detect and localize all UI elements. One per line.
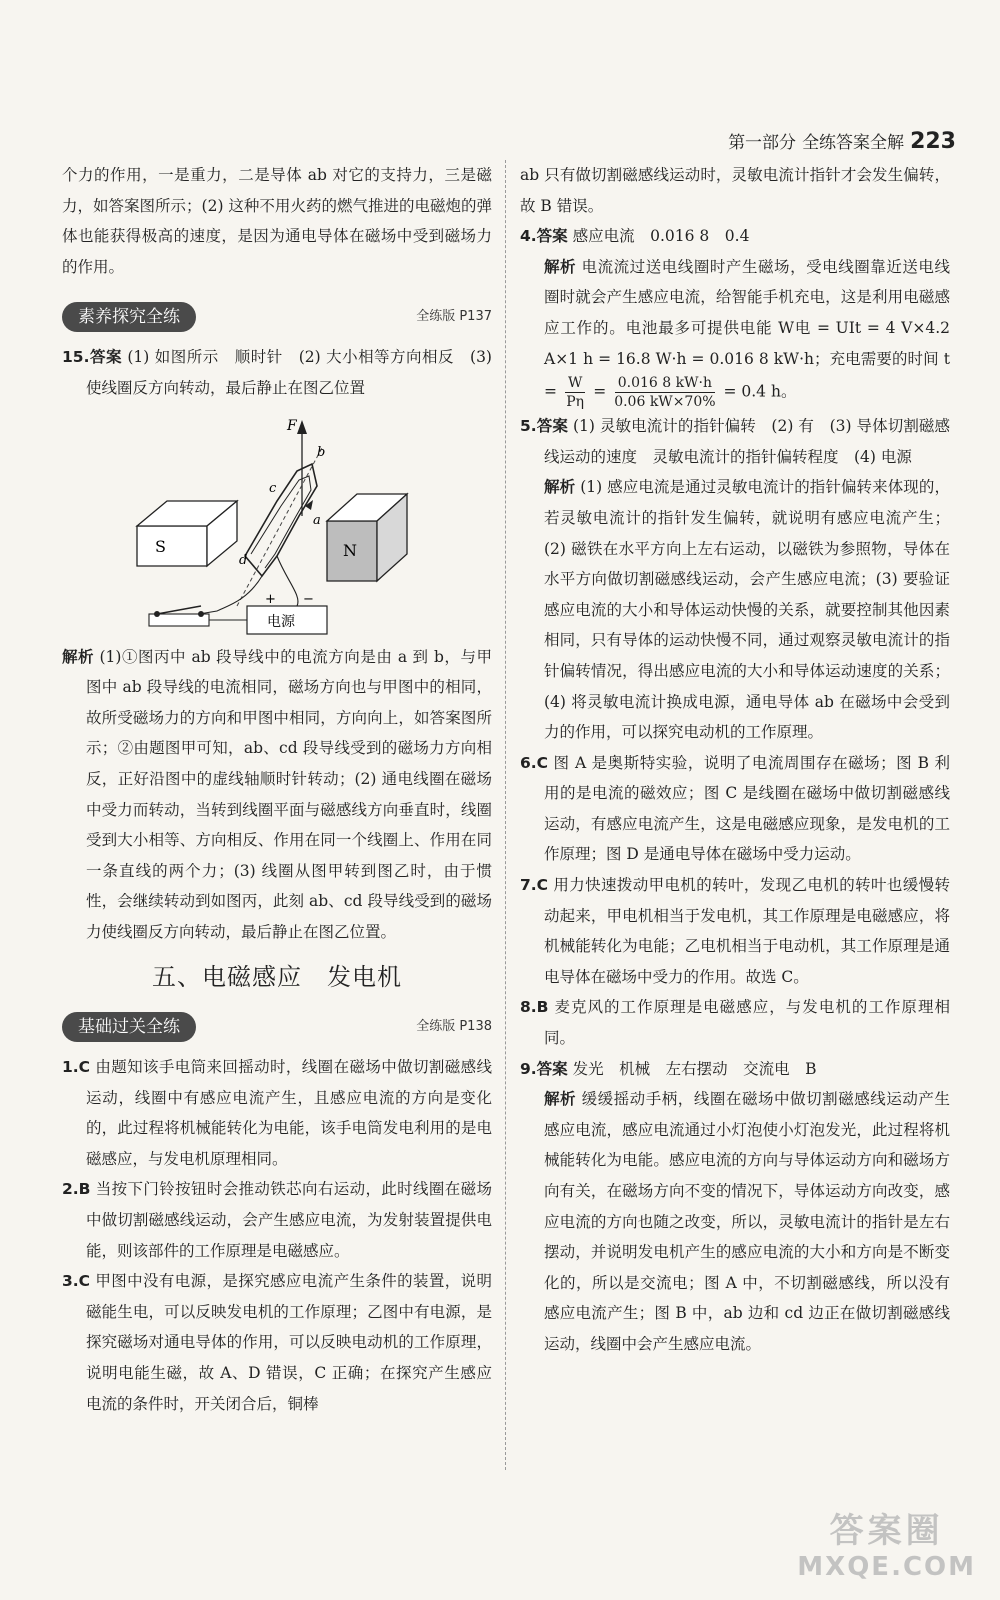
q5-answer: [520, 411, 950, 472]
q7-number: 7.C: [520, 876, 549, 895]
coil-motor-figure: [62, 406, 492, 638]
q4-explanation-text: 电流流过送电线圈时产生磁场，受电线圈靠近送电线圈时就会产生感应电流，给智能手机充电，这是利用电磁感应工作的。电池最多可提供电能 W电 = UIt = 4 V×4.2 A×1 h = 16.8 W·h = 0.016 8 kW·h；充电需要的时间 t =: [544, 257, 950, 401]
label-f: F: [287, 417, 297, 434]
label-c: c: [269, 480, 277, 496]
section-banner-basic: [62, 1010, 492, 1044]
q8-answer: [520, 992, 950, 1053]
section-page-ref: 全练版 P138: [416, 1018, 492, 1034]
q5-explanation-label: 解析: [544, 478, 576, 497]
q6-text: 图 A 是奥斯特实验，说明了电流周围存在磁场；图 B 利用的是电流的磁效应；图 C 是线圈在磁场中做切割磁感线运动，有感应电流产生，这是电磁感应现象，是发电机的工作原理；图 D 是通电导体在磁场中受力运动。: [544, 753, 951, 864]
q15-explanation: [62, 642, 492, 948]
q5-explanation: [520, 472, 950, 747]
rotation-axis: [237, 444, 326, 606]
q4-number: 4.答案: [520, 227, 568, 246]
power-source: [247, 592, 327, 634]
label-d: d: [239, 552, 248, 568]
chapter-title: 五、电磁感应 发电机: [152, 962, 402, 991]
q9-explanation: [520, 1084, 950, 1359]
q9-explanation-label: 解析: [544, 1090, 577, 1109]
coil-outline: [245, 464, 317, 576]
q5-explanation-text: (1) 感应电流是通过灵敏电流计的指针偏转来体现的，若灵敏电流计的指针发生偏转，就说明有感应电流产生；(2) 磁铁在水平方向上左右运动，以磁铁为参照物，导体在水平方向做切割磁感线运动，会产生感应电流；(3) 要验证感应电流的大小和导体运动快慢的关系，就要控制其他因素相同，只有导体的运动快慢不同，通过观察灵敏电流计的指针偏转情况，得出感应电流的大小和导体运动速度的关系；(4) 将灵敏电流计换成电源，通电导体 ab 在磁场中会受到力的作用，可以探究电动机的工作原理。: [544, 478, 950, 742]
q9-explanation-text: 缓缓摇动手柄，线圈在磁场中做切割磁感线运动产生感应电流，感应电流通过小灯泡使小灯泡发光，此过程将机械能转化为电能。感应电流的方向与导体运动方向和磁场方向有关，在磁场方向不变的情况下，导体运动方向改变，感应电流的方向也随之改变，所以，灵敏电流计的指针是左右摆动，并说明发电机产生的感应电流的大小和方向是不断变化的，所以是交流电；图 A 中，不切割磁感线，所以没有感应电流产生；图 B 中，ab 边和 cd 边正在做切割磁感线运动，线圈中会产生感应电流。: [544, 1090, 950, 1353]
label-a: a: [313, 512, 321, 528]
label-minus: −: [303, 591, 314, 607]
fraction-w-over-p: $\frac{W}{P\eta}$: [566, 375, 585, 411]
q7-text: 用力快速拨动甲电机的转叶，发现乙电机的转叶也缓慢转动起来，甲电机相当于发电机，其工作原理是电磁感应，将机械能转化为电能；乙电机相当于电动机，其工作原理是通电导体在磁场中受力的作用。故选 C。: [544, 876, 950, 986]
q15-answer-text: (1) 如图所示 顺时针 (2) 大小相等方向相反 (3) 使线圈反方向转动，最后静止在图乙位置: [86, 348, 492, 397]
q7-answer: [520, 870, 950, 992]
q8-number: 8.B: [520, 998, 549, 1017]
page-number: 223: [910, 129, 956, 154]
q4-answer-text: 感应电流 0.016 8 0.4: [572, 227, 750, 246]
n-magnet: [327, 494, 407, 581]
section-banner-literacy: [62, 300, 492, 334]
q8-text: 麦克风的工作原理是电磁感应，与发电机的工作原理相同。: [544, 998, 950, 1048]
q4-explanation: 解析 电流流过送电线圈时产生磁场，受电线圈靠近送电线圈时就会产生感应电流，给智能手机充电，这是利用电磁感应工作的。电池最多可提供电能 W电 = UIt = 4 V×4.2 A×1 h = 16.8 W·h = 0.016 8 kW·h；充电需要的时间 t = $\frac{W}{P\eta}$ = $\frac{0.016 8 kW\cdot h}{0.06 kW\times 70\%}$ = 0.4 h。: [544, 257, 950, 411]
section-tag: 素养探究全练: [62, 302, 196, 332]
q2-answer: [62, 1174, 492, 1266]
q6-number: 6.C: [520, 753, 549, 772]
header-title: 全练答案全解: [802, 133, 905, 153]
q4-explanation-label: 解析: [544, 257, 577, 276]
continued-text: ab 只有做切割磁感线运动时，灵敏电流计指针才会发生偏转，故 B 错误。: [520, 166, 950, 215]
q5-number: 5.答案: [520, 417, 568, 436]
section-tag: 基础过关全练: [62, 1012, 196, 1042]
q15-explanation-text: (1)①图丙中 ab 段导线中的电流方向是由 a 到 b，与甲图中 ab 段导线的电流相同，磁场方向也与甲图中的相同，故所受磁场力的方向和甲图中相同，方向向上，如答案图所示；②由题图甲可知，ab、cd 段导线受到的磁场力方向相反，正好沿图中的虚线轴顺时针转动；(2) 通电线圈在磁场中受力而转动，当转到线圈平面与磁感线方向垂直时，线圈受到大小相等、方向相反、作用在同一个线圈上、作用在同一条直线的两个力；(3) 线圈从图甲转到图乙时，由于惯性，会继续转动到如图丙，此刻 ab、cd 段导线受到的磁场力使线圈反方向转动，最后静止在图乙位置。: [86, 647, 492, 941]
q6-answer: [520, 748, 950, 870]
right-column: [520, 160, 950, 1560]
page-header: [728, 128, 956, 154]
q1-answer: [62, 1052, 492, 1174]
s-magnet: [137, 501, 237, 566]
q15-explanation-label: 解析: [62, 647, 95, 666]
label-n: N: [343, 540, 357, 560]
label-s: S: [155, 536, 166, 556]
continued-text: 个力的作用，一是重力，二是导体 ab 对它的支持力，三是磁力，如答案图所示；(2) 这种不用火药的燃气推进的电磁炮的弹体也能获得极高的速度，是因为通电导体在磁场中受到磁场力的作用。: [62, 166, 492, 276]
q9-number: 9.答案: [520, 1059, 568, 1078]
header-section: 第一部分: [728, 133, 797, 153]
q9-answer-text: 发光 机械 左右摆动 交流电 B: [572, 1059, 817, 1078]
q4-result: = 0.4 h。: [723, 382, 797, 401]
q3-answer: [62, 1266, 492, 1419]
q2-text: 当按下门铃按钮时会推动铁芯向右运动，此时线圈在磁场中做切割磁感线运动，会产生感应电流，为发射装置提供电能，则该部件的工作原理是电磁感应。: [86, 1180, 492, 1260]
label-b: b: [317, 444, 326, 460]
section-page-ref: 全练版 P137: [416, 309, 492, 325]
q2-number: 2.B: [62, 1180, 91, 1199]
column-divider: [505, 160, 506, 1470]
q5-answer-text: (1) 灵敏电流计的指针偏转 (2) 有 (3) 导体切割磁感线运动的速度 灵敏电流计的指针偏转程度 (4) 电源: [544, 417, 950, 466]
q15-number: 15.答案: [62, 348, 122, 367]
switch: [149, 606, 209, 626]
left-column: [62, 160, 492, 1560]
q3-number: 3.C: [62, 1272, 91, 1291]
fraction-energy-over-power: $\frac{0.016 8 kW\cdot h}{0.06 kW\times 70\%}$: [614, 375, 716, 411]
label-power: 电源: [267, 613, 295, 630]
q1-number: 1.C: [62, 1058, 91, 1077]
q3-text: 甲图中没有电源，是探究感应电流产生条件的装置，说明磁能生电，可以反映发电机的工作原理；乙图中有电源，是探究磁场对通电导体的作用，可以反映电动机的工作原理，说明电能生磁，故 A、D 错误，C 正确；在探究产生感应电流的条件时，开关闭合后，铜棒: [86, 1272, 492, 1413]
watermark-text: 答案圈: [829, 1511, 944, 1551]
coil-motor-diagram: [127, 406, 427, 638]
watermark-logo: [797, 1503, 976, 1582]
q9-answer: [520, 1054, 950, 1085]
q4-answer: [520, 221, 950, 252]
q15-answer: [62, 342, 492, 403]
q1-text: 由题知该手电筒来回摇动时，线圈在磁场中做切割磁感线运动，线圈中有感应电流产生，且感应电流的方向是变化的，此过程将机械能转化为电能，该手电筒发电利用的是电磁感应，与发电机原理相同。: [86, 1058, 492, 1168]
watermark-url: MXQE.COM: [797, 1552, 976, 1582]
label-plus: +: [265, 591, 276, 607]
